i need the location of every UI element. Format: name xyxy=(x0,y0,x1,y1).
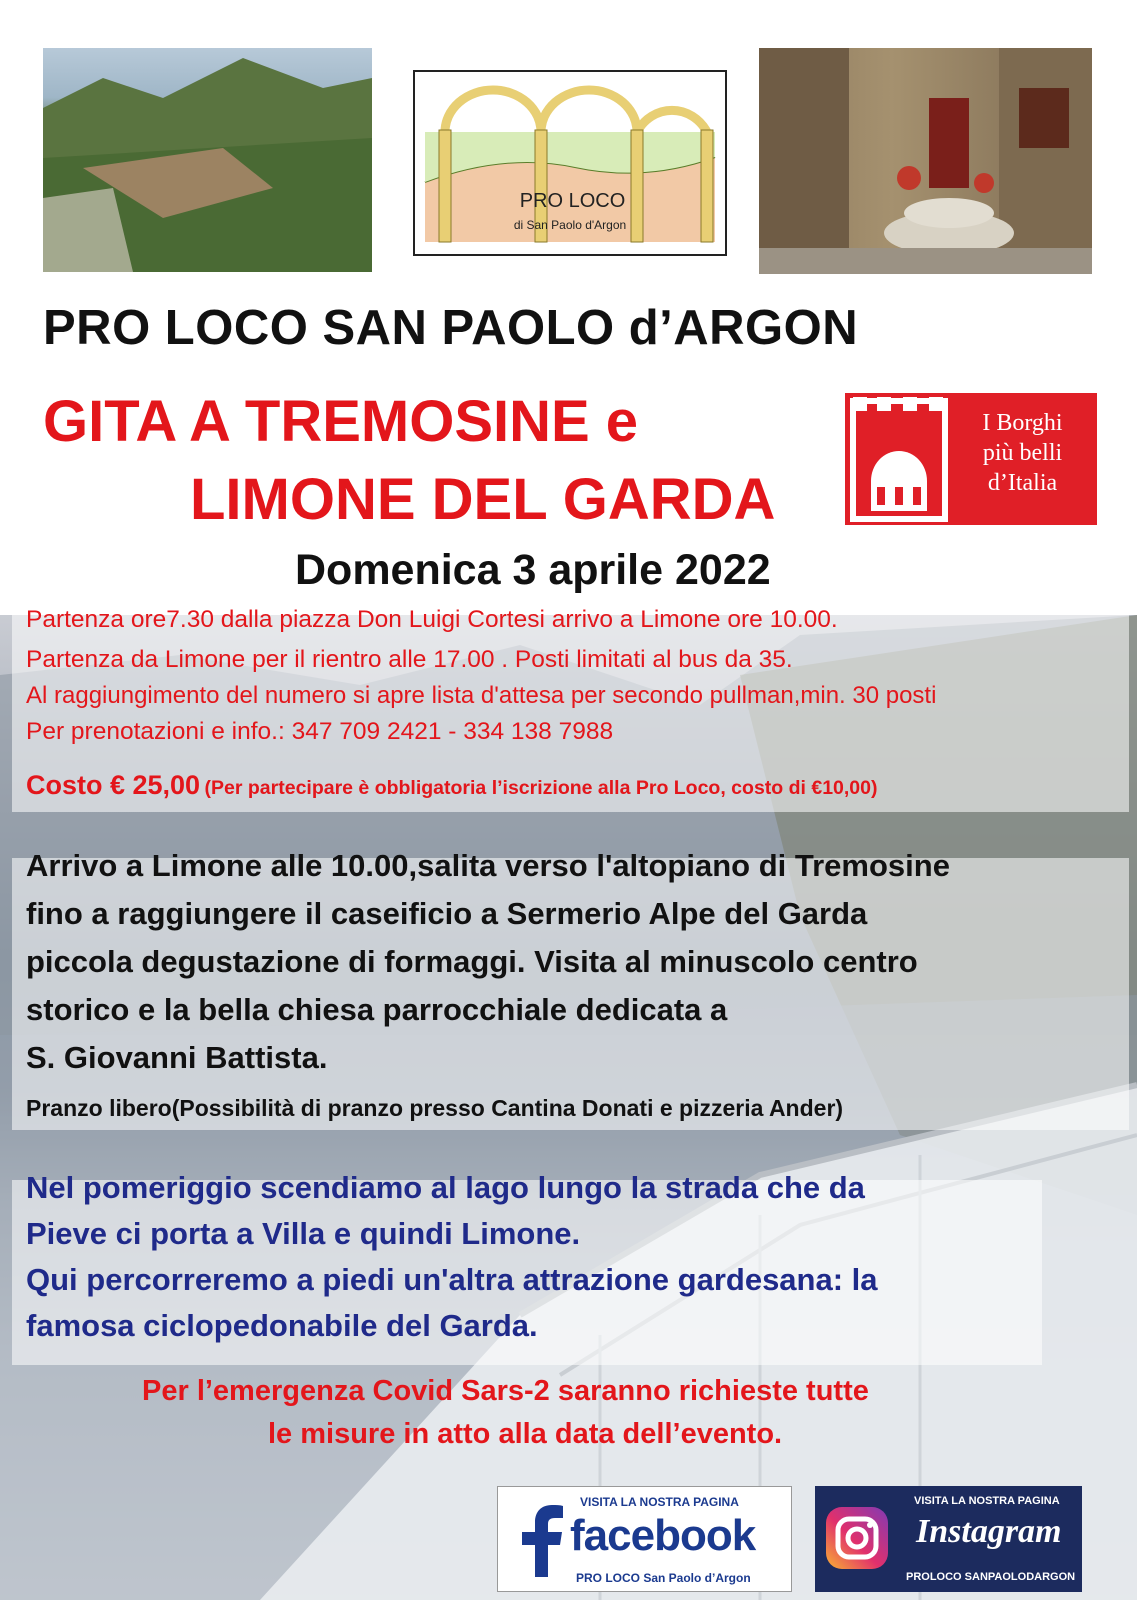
page-title: PRO LOCO SAN PAOLO d’ARGON xyxy=(43,301,859,355)
logo-title: PRO LOCO xyxy=(519,190,626,212)
tremosine-aerial-photo xyxy=(43,48,372,272)
info-line-return: Partenza da Limone per il rientro alle 17.00 . Posti limitati al bus da 35. xyxy=(26,646,793,673)
description-line-5: S. Giovanni Battista. xyxy=(26,1040,328,1075)
facebook-icon xyxy=(514,1501,566,1577)
borghi-line3: d’Italia xyxy=(987,470,1058,496)
borghi-line2: più belli xyxy=(982,440,1063,466)
facebook-page-link[interactable] xyxy=(497,1486,792,1592)
info-line-departure: Partenza ore7.30 dalla piazza Don Luigi Cortesi arrivo a Limone ore 10.00. xyxy=(26,606,838,633)
village-street-photo xyxy=(759,48,1092,274)
trip-title-line2: LIMONE DEL GARDA xyxy=(190,467,776,532)
borghi-text xyxy=(955,408,1090,498)
instagram-wordmark: Instagram xyxy=(916,1513,1062,1550)
instagram-visit-label: VISITA LA NOSTRA PAGINA xyxy=(914,1495,1060,1507)
cost-amount: Costo € 25,00 xyxy=(26,770,201,800)
trip-title-line1: GITA A TREMOSINE e xyxy=(43,389,639,454)
description-line-1: Arrivo a Limone alle 10.00,salita verso l'altopiano di Tremosine xyxy=(26,848,950,883)
castle-tower-icon xyxy=(845,393,955,525)
info-line-contacts: Per prenotazioni e info.: 347 709 2421 - 334 138 7988 xyxy=(26,718,614,745)
facebook-wordmark: facebook xyxy=(570,1511,756,1560)
event-date: Domenica 3 aprile 2022 xyxy=(295,546,771,594)
cost-note: (Per partecipare è obbligatoria l’iscrizione alla Pro Loco, costo di €10,00) xyxy=(204,777,878,799)
afternoon-line-1: Nel pomeriggio scendiamo al lago lungo la strada che da xyxy=(26,1170,865,1205)
description-line-2: fino a raggiungere il caseificio a Sermerio Alpe del Garda xyxy=(26,896,868,931)
facebook-page-name: PRO LOCO San Paolo d’Argon xyxy=(576,1571,751,1585)
description-line-4: storico e la bella chiesa parrocchiale dedicata a xyxy=(26,992,728,1027)
instagram-page-link[interactable] xyxy=(815,1486,1082,1592)
instagram-page-name: PROLOCO SANPAOLODARGON xyxy=(906,1571,1076,1583)
info-line-waiting-list: Al raggiungimento del numero si apre lista d'attesa per secondo pullman,min. 30 posti xyxy=(26,682,937,709)
afternoon-line-2: Pieve ci porta a Villa e quindi Limone. xyxy=(26,1216,581,1251)
description-line-3: piccola degustazione di formaggi. Visita al minuscolo centro xyxy=(26,944,918,979)
lunch-note: Pranzo libero(Possibilità di pranzo presso Cantina Donati e pizzeria Ander) xyxy=(26,1095,844,1121)
covid-notice-line2: le misure in atto alla data dell’evento. xyxy=(268,1418,783,1450)
facebook-visit-label: VISITA LA NOSTRA PAGINA xyxy=(580,1495,739,1509)
pro-loco-logo xyxy=(413,70,727,256)
borghi-line1: I Borghi xyxy=(982,410,1063,436)
afternoon-line-3: Qui percorreremo a piedi un'altra attrazione gardesana: la xyxy=(26,1262,878,1297)
covid-notice-line1: Per l’emergenza Covid Sars-2 saranno richieste tutte xyxy=(142,1375,869,1407)
logo-subtitle: di San Paolo d'Argon xyxy=(513,218,627,232)
cost-line xyxy=(26,770,878,801)
afternoon-line-4: famosa ciclopedonabile del Garda. xyxy=(26,1308,538,1343)
instagram-icon xyxy=(824,1505,890,1571)
